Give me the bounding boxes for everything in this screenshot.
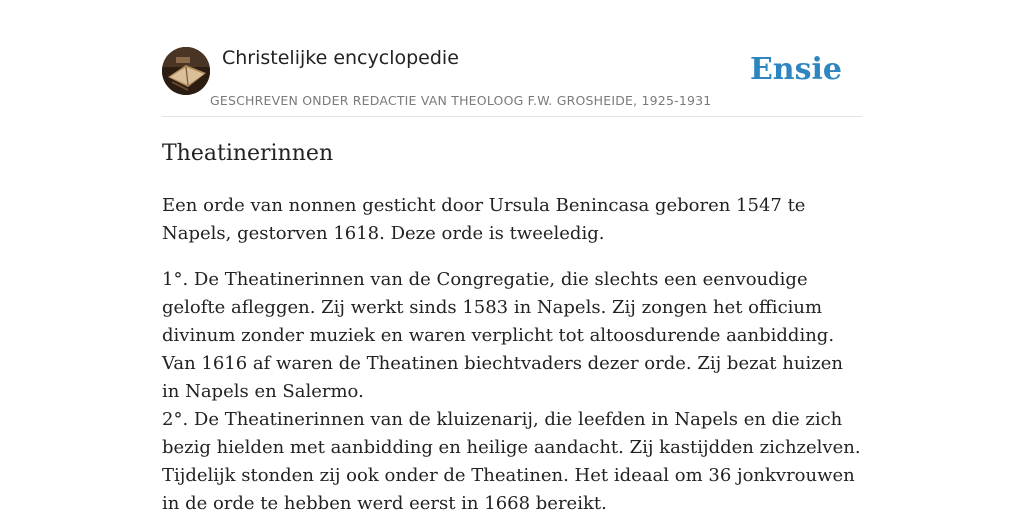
book-photo-icon[interactable] [162, 47, 210, 95]
site-header [162, 46, 862, 117]
site-subtitle: GESCHREVEN ONDER REDACTIE VAN THEOLOOG F.W. GROSHEIDE, 1925-1931 [210, 93, 712, 108]
article-paragraph-congregation: 1°. De Theatinerinnen van de Congregatie, die slechts een eenvoudige gelofte afleggen. Zij werkt sinds 1583 in Napels. Zij zongen het officium divinum zonder muziek en waren verplicht tot altoosdurende aanbidding. Van 1616 af waren de Theatinen biechtvaders dezer orde. Zij bezat huizen in Napels en Salermo. [162, 269, 843, 402]
site-title[interactable]: Christelijke encyclopedie [222, 47, 459, 69]
article-title: Theatinerinnen [162, 141, 334, 166]
article-paragraph-hermitage: 2°. De Theatinerinnen van de kluizenarij, die leefden in Napels en die zich bezig hielden met aanbidding en heilige aandacht. Zij kastijdden zichzelven. Tijdelijk stonden zij ook onder de Theatinen. Het ideaal om 36 jonkvrouwen in de orde te hebben werd eerst in 1668 bereikt. [162, 409, 861, 512]
article-paragraph-intro: Een orde van nonnen gesticht door Ursula Benincasa geboren 1547 te Napels, gestorven 1618. Deze orde is tweeledig. [162, 195, 806, 244]
article-body [162, 192, 862, 512]
brand-logo-link[interactable]: Ensie [749, 52, 842, 87]
article [162, 138, 862, 512]
